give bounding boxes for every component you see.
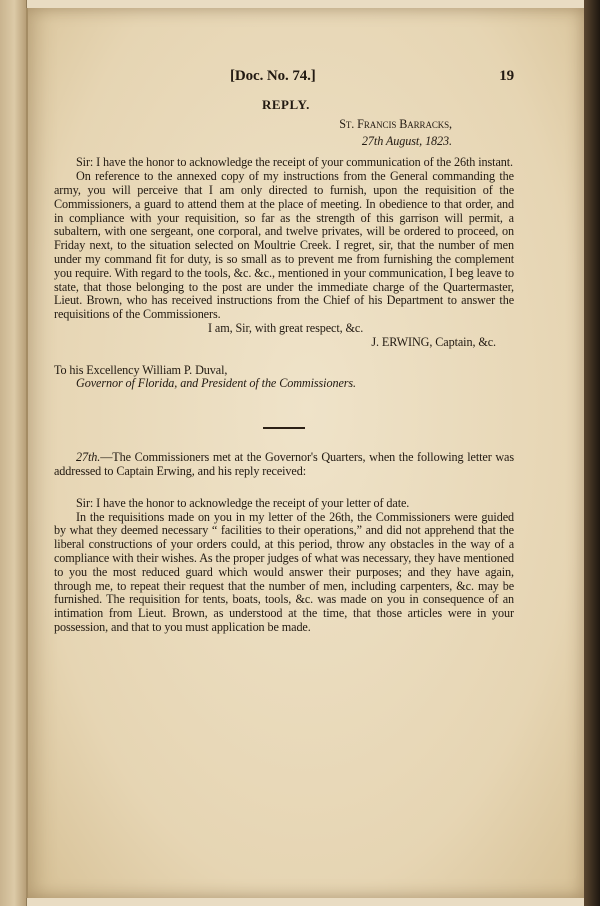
document-number: [Doc. No. 74.] (230, 68, 316, 84)
section-divider (263, 427, 305, 429)
page-text (54, 70, 514, 635)
letter-place: St. Francis Barracks, (339, 116, 452, 131)
letter-signature: J. ERWING, Captain, &c. (371, 334, 496, 349)
page-number: 19 (499, 68, 514, 84)
letter-paragraph-2: In the requisitions made on you in my letter of the 26th, the Commissioners were guided by what they deemed necessary “ facilities to their operations,” and did not apprehend that the liberal constructions of your orders could, at this period, throw any obstacles in the way of a compliance with their wishes. As the proper judges of what was necessary, they have mentioned to you the most reduced guard which would answer their purposes; and they have again, through me, to repeat their request that the number of men, including carpenters, &c. may be furnished. The requisition for tents, boats, tools, &c. was made on you in consequence of an intimation from Lieut. Brown, as understood at the time, that those articles were in your possession, and that to you must application be made. (54, 509, 514, 634)
running-header (54, 70, 514, 92)
facing-page-edge (0, 0, 27, 906)
reply-heading: REPLY. (262, 97, 310, 112)
letter-closing: I am, Sir, with great respect, &c. (208, 320, 364, 335)
entry-date-label: 27th. (76, 450, 101, 465)
letter-date (54, 135, 452, 149)
binding-shadow (584, 0, 600, 906)
reply-paragraph-2: On reference to the annexed copy of my instructions from the General commanding the army, you will perceive that I am only directed to furnish, upon the requisition of the Commissioners, a guard to attend them at the place of meeting. In obedience to that order, and in compliance with your requisition, so far as the strength of this garrison will permit, a subaltern, with one sergeant, one corporal, and twelve privates, will be ordered to proceed, on Friday next, to the situation selected on Moultrie Creek. I regret, sir, that the number of men under my command fit for duty, is so small as to prevent me from furnishing the complement you require. With regard to the tools, &c. &c., mentioned in your communication, I beg leave to state, that those belonging to the post are under the immediate charge of the Quartermaster, Lieut. Brown, who has received instructions from the Chief of his Department to answer the requisitions of the Commissioners. (54, 169, 514, 322)
entry-intro (54, 451, 514, 479)
entry-intro-text: —The Commissioners met at the Governor's Quarters, when the following letter was addressed to Captain Erwing, and his reply received: (54, 450, 514, 478)
addressee-title: Governor of Florida, and President of the Commissioners. (76, 376, 357, 391)
letter-date-text: 27th August, 1823. (361, 133, 452, 148)
letter-paragraph-1: Sir: I have the honor to acknowledge the receipt of your letter of date. (76, 495, 410, 510)
addressee-line: To his Excellency William P. Duval, (54, 362, 228, 377)
reply-paragraph-1: Sir: I have the honor to acknowledge the receipt of your communication of the 26th instant. (76, 155, 513, 170)
